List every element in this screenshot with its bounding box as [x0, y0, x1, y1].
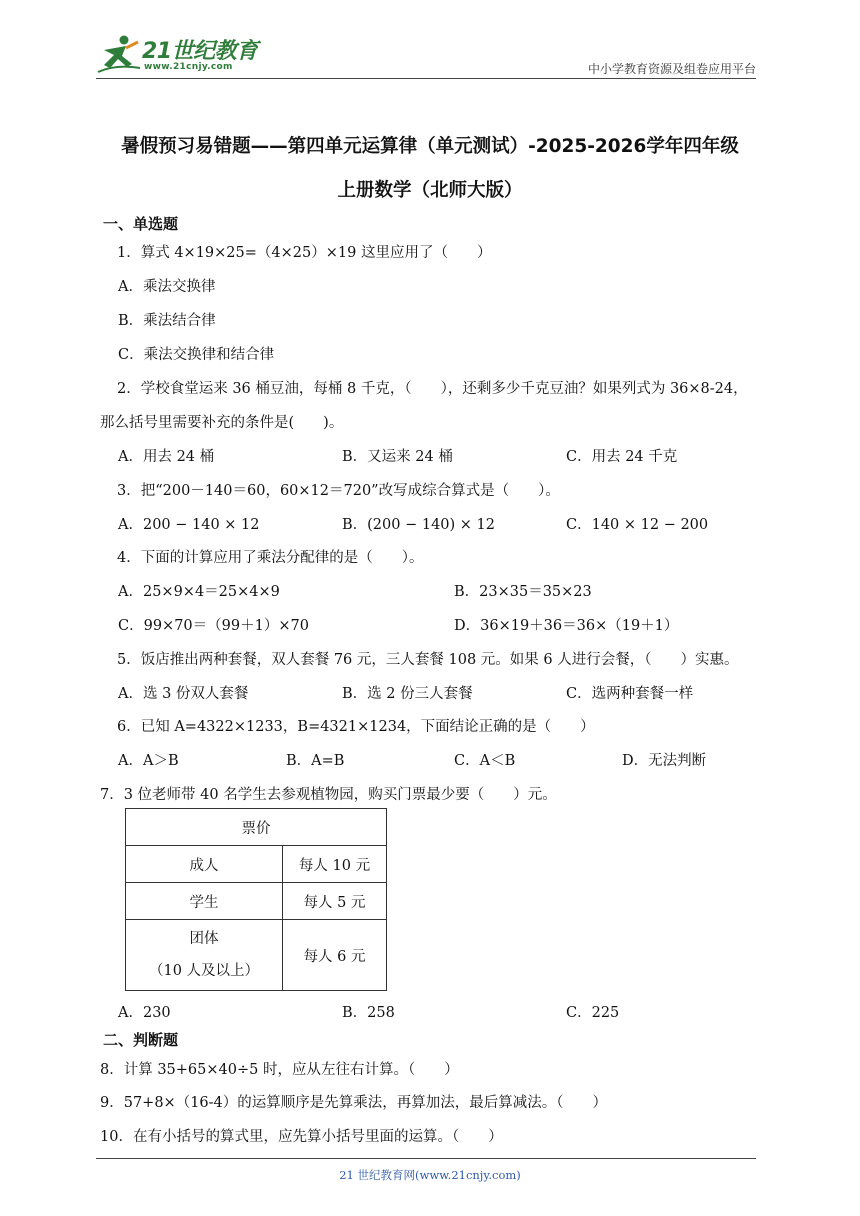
question-2-line2: 那么括号里需要补充的条件是( )。 — [100, 415, 344, 431]
question-4: 4．下面的计算应用了乘法分配律的是（ ）。 — [117, 550, 424, 566]
section-judgement: 二、判断题 — [103, 1031, 179, 1049]
q1-option-b[interactable]: B．乘法结合律 — [118, 313, 216, 329]
question-3: 3．把“200－140＝60，60×12＝720”改写成综合算式是（ ）。 — [117, 483, 560, 499]
row-price: 每人 6 元 — [283, 920, 387, 991]
question-5: 5．饭店推出两种套餐，双人套餐 76 元，三人套餐 108 元。如果 6 人进行会餐，（ ）实惠。 — [117, 652, 739, 668]
q2-option-c[interactable]: C．用去 24 千克 — [566, 449, 678, 465]
table-row — [126, 846, 387, 883]
ticket-price-table — [125, 808, 387, 991]
q2-option-a[interactable]: A．用去 24 桶 — [118, 449, 215, 465]
q7-option-a[interactable]: A．230 — [118, 1005, 171, 1021]
q6-option-d[interactable]: D．无法判断 — [622, 753, 707, 769]
q1-option-c[interactable]: C．乘法交换律和结合律 — [118, 347, 275, 363]
page-header — [96, 30, 756, 80]
row-label-note: （10 人及以上） — [148, 963, 260, 979]
footer-divider — [96, 1158, 756, 1159]
question-10: 10．在有小括号的算式里，应先算小括号里面的运算。（ ） — [100, 1129, 503, 1145]
header-divider — [96, 78, 756, 79]
q2-option-b[interactable]: B．又运来 24 桶 — [342, 449, 453, 465]
q6-option-c[interactable]: C．A＜B — [454, 753, 516, 769]
section-single-choice: 一、单选题 — [103, 215, 179, 233]
q3-option-b[interactable]: B．(200 − 140) × 12 — [342, 517, 496, 533]
q4-option-c[interactable]: C．99×70＝（99＋1）×70 — [118, 618, 309, 634]
q4-option-d[interactable]: D．36×19＋36＝36×（19＋1） — [454, 618, 679, 634]
question-2-line1: 2．学校食堂运来 36 桶豆油，每桶 8 千克，（ ），还剩多少千克豆油？如果列式为 36×8-24， — [117, 381, 748, 397]
q5-option-c[interactable]: C．选两种套餐一样 — [566, 686, 694, 702]
question-9: 9．57+8×（16-4）的运算顺序是先算乘法，再算加法，最后算减法。（ ） — [100, 1095, 608, 1111]
logo-text: 21世纪教育 — [142, 39, 258, 64]
row-label: 成人 — [126, 846, 283, 883]
question-6: 6．已知 A=4322×1233，B=4321×1234，下面结论正确的是（ ） — [117, 719, 595, 735]
footer-link[interactable]: 21 世纪教育网(www.21cnjy.com) — [339, 1168, 521, 1182]
table-header: 票价 — [126, 809, 387, 846]
q3-option-c[interactable]: C．140 × 12 − 200 — [566, 517, 709, 533]
q6-option-a[interactable]: A．A＞B — [118, 753, 179, 769]
runner-logo-icon — [96, 34, 142, 74]
row-label-group — [126, 920, 283, 991]
question-1: 1．算式 4×19×25=（4×25）×19 这里应用了（ ） — [117, 245, 492, 261]
row-label: 学生 — [126, 883, 283, 920]
row-price: 每人 5 元 — [283, 883, 387, 920]
q6-option-b[interactable]: B．A=B — [286, 753, 345, 769]
table-row — [126, 883, 387, 920]
site-logo[interactable] — [96, 34, 266, 76]
q1-option-a[interactable]: A．乘法交换律 — [118, 279, 216, 295]
question-7: 7．3 位老师带 40 名学生去参观植物园，购买门票最少要（ ）元。 — [100, 787, 557, 803]
table-row — [126, 920, 387, 991]
q3-option-a[interactable]: A．200 − 140 × 12 — [118, 517, 260, 533]
q7-option-b[interactable]: B．258 — [342, 1005, 395, 1021]
row-label: 团体 — [189, 931, 219, 947]
q7-option-c[interactable]: C．225 — [566, 1005, 620, 1021]
q5-option-b[interactable]: B．选 2 份三人套餐 — [342, 686, 473, 702]
page-title-line1: 暑假预习易错题——第四单元运算律（单元测试）-2025-2026学年四年级 — [121, 136, 739, 157]
q4-option-a[interactable]: A．25×9×4＝25×4×9 — [118, 584, 280, 600]
logo-url: www.21cnjy.com — [144, 62, 233, 72]
question-8: 8．计算 35+65×40÷5 时，应从左往右计算。（ ） — [100, 1062, 459, 1078]
q4-option-b[interactable]: B．23×35＝35×23 — [454, 584, 592, 600]
page-title-line2: 上册数学（北师大版） — [337, 180, 523, 201]
platform-name: 中小学教育资源及组卷应用平台 — [587, 62, 756, 76]
row-price: 每人 10 元 — [283, 846, 387, 883]
q5-option-a[interactable]: A．选 3 份双人套餐 — [118, 686, 249, 702]
